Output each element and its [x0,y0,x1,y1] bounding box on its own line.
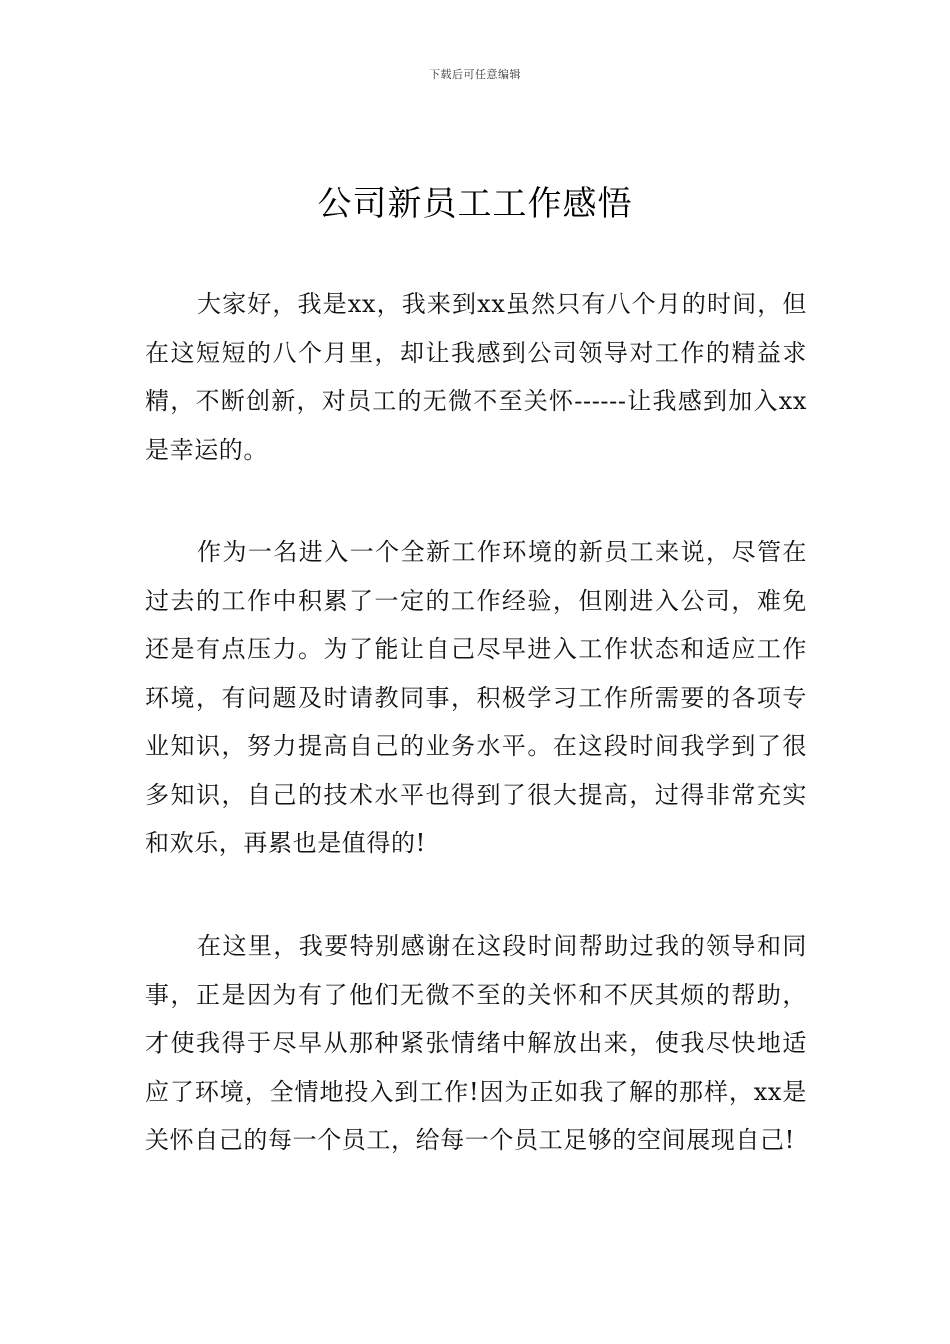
paragraph-2: 作为一名进入一个全新工作环境的新员工来说，尽管在过去的工作中积累了一定的工作经验，但刚进入公司，难免还是有点压力。为了能让自己尽早进入工作状态和适应工作环境，有问题及时请教同事，积极学习工作所需要的各项专业知识，努力提高自己的业务水平。在这段时间我学到了很多知识，自己的技术水平也得到了很大提高，过得非常充实和欢乐，再累也是值得的! [145,538,807,857]
document-title: 公司新员工工作感悟 [317,184,633,224]
paragraph-1: 大家好，我是xx，我来到xx虽然只有八个月的时间，但在这短短的八个月里，却让我感到公司领导对工作的精益求精，不断创新，对员工的无微不至关怀------让我感到加入xx是幸运的。 [145,290,807,464]
paragraph-3: 在这里，我要特别感谢在这段时间帮助过我的领导和同事，正是因为有了他们无微不至的关怀和不厌其烦的帮助，才使我得于尽早从那种紧张情绪中解放出来，使我尽快地适应了环境，全情地投入到工作!因为正如我了解的那样，xx是关怀自己的每一个员工，给每一个员工足够的空间展现自己! [145,932,807,1154]
header-note: 下载后可任意编辑 [429,68,521,81]
